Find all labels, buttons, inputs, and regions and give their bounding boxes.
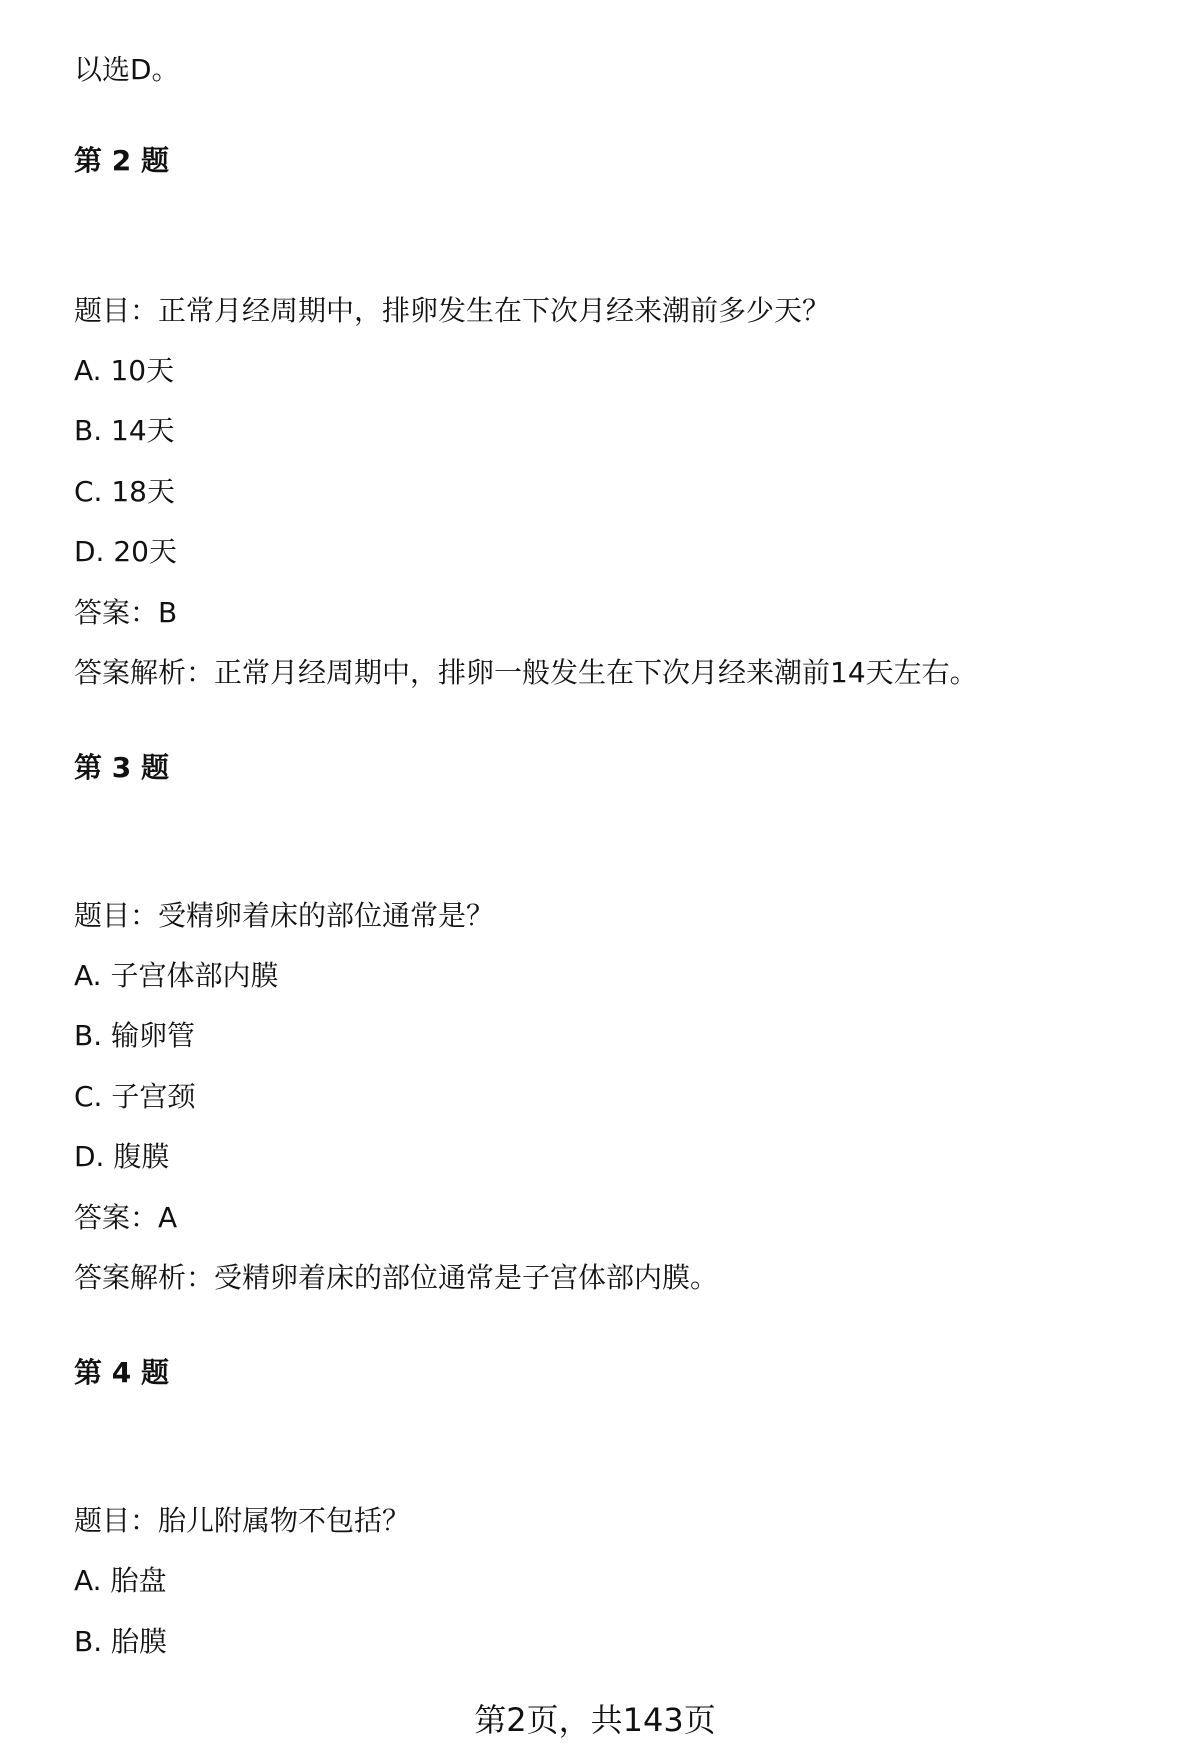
question-3-option-b: B. 输卵管 bbox=[74, 1019, 196, 1052]
question-heading-3: 第 3 题 bbox=[74, 751, 169, 784]
question-2-option-a: A. 10天 bbox=[74, 354, 175, 387]
question-2-option-d: D. 20天 bbox=[74, 535, 177, 568]
question-2-option-b: B. 14天 bbox=[74, 414, 175, 447]
question-heading-2: 第 2 题 bbox=[74, 144, 169, 177]
question-3-option-d: D. 腹膜 bbox=[74, 1140, 170, 1173]
prev-answer-tail: 以选D。 bbox=[74, 53, 180, 86]
question-2-answer: 答案：B bbox=[74, 596, 178, 629]
question-2-explanation: 答案解析：正常月经周期中，排卵一般发生在下次月经来潮前14天左右。 bbox=[74, 656, 978, 689]
page-footer: 第2页，共143页 bbox=[474, 1701, 716, 1739]
question-4-option-b: B. 胎膜 bbox=[74, 1625, 168, 1658]
question-heading-4: 第 4 题 bbox=[74, 1356, 169, 1389]
question-3-explanation: 答案解析：受精卵着床的部位通常是子宫体部内膜。 bbox=[74, 1261, 719, 1294]
question-3-option-c: C. 子宫颈 bbox=[74, 1080, 196, 1113]
question-3-text: 题目：受精卵着床的部位通常是？ bbox=[74, 899, 495, 932]
question-4-text: 题目：胎儿附属物不包括？ bbox=[74, 1504, 411, 1537]
question-2-text: 题目：正常月经周期中，排卵发生在下次月经来潮前多少天？ bbox=[74, 294, 831, 327]
question-3-option-a: A. 子宫体部内膜 bbox=[74, 959, 279, 992]
question-3-answer: 答案：A bbox=[74, 1201, 178, 1234]
question-4-option-a: A. 胎盘 bbox=[74, 1564, 167, 1597]
question-2-option-c: C. 18天 bbox=[74, 475, 175, 508]
